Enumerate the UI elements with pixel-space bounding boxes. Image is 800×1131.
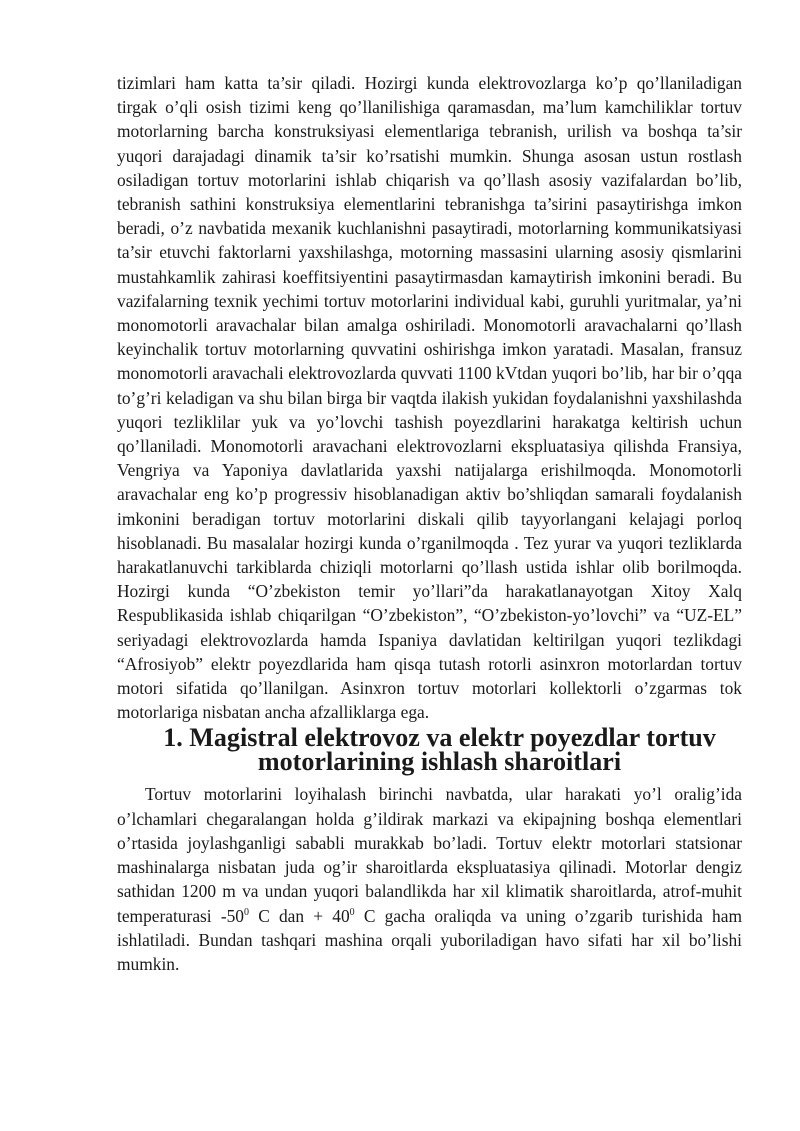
paragraph-text: Tortuv motorlarini loyihalash birinchi navbatda, ular harakati yo’l oralig’ida o’lchamlari chegaralangan holda g’ildirak markazi va ekipajning boshqa elementlari o’rtasida joylashganligi sababli murakkab bo’ladi. Tortuv elektr motorlari statsionar mashinalarga nisbatan juda og’ir sharoitlarda ekspluatasiya qilinadi. Motorlar dengiz sathidan 1200 m va undan yuqori balandlikda har xil klimatik sharoitlarda, atrof-muhit temperaturasi -50 (117, 784, 742, 926)
paragraph-text: C dan + 40 (249, 905, 350, 926)
body-paragraph-section (117, 782, 742, 976)
degree-superscript: 0 (349, 906, 355, 918)
body-paragraph: tizimlari ham katta ta’sir qiladi. Hozirgi kunda elektrovozlarga ko’p qo’llaniladigan tirgak o’qli osish tizimi keng qo’llanilishiga qaramasdan, ma’lum kamchiliklar tortuv motorlarning barcha konstruksiyasi elementlariga tebranish, urilish va boshqa ta’sir yuqori darajadagi dinamik ta’sir ko’rsatishi mumkin. Shunga asosan ustun rostlash osiladigan tortuv motorlarini ishlab chiqarish va qo’llash asosiy vazifalardan bo’lib, tebranish sathini konstruksiya elementlarini tebranishga ta’sirini pasaytirishga imkon beradi, o’z navbatida mexanik kuchlanishni pasaytiradi, motorlarning kommunikatsiyasi ta’sir etuvchi faktorlarni yaxshilashga, motorning massasini ularning asosiy qismlarini mustahkamlik zahirasi koeffitsiyentini pasaytirmasdan kamaytirish imkonini beradi. Bu vazifalarning texnik yechimi tortuv motorlarini individual kabi, guruhli yuritmalar, ya’ni monomotorli aravachalar bilan amalga oshiriladi. Monomotorli aravachalarni qo’llash keyinchalik tortuv motorlarning quvvatini oshirishga imkon yaratadi. Masalan, fransuz monomotorli aravachali elektrovozlarda quvvati 1100 kVtdan yuqori bo’lib, har bir o’qqa to’g’ri keladigan va shu bilan birga bir vaqtda ilakish yukidan foydalanishni yaxshilashda yuqori tezliklilar yuk va yo’lovchi tashish poyezdlarini harakatga keltirish uchun qo’llaniladi. Monomotorli aravachani elektrovozlarni ekspluatasiya qilishda Fransiya, Vengriya va Yaponiya davlatlarida yaxshi natijalarga erishilmoqda. Monomotorli aravachalar eng ko’p progressiv hisoblanadigan aktiv bo’shliqdan samarali foydalanish imkonini beradigan tortuv motorlarini diskali qilib tayyorlangani kelajagi porloq hisoblanadi. Bu masalalar hozirgi kunda o’rganilmoqda . Tez yurar va yuqori tezliklarda harakatlanuvchi tarkiblarda chiziqli motorlarni qo’llash ustida ishlar olib borilmoqda. Hozirgi kunda “O’zbekiston temir yo’llari”da harakatlanayotgan Xitoy Xalq Respublikasida ishlab chiqarilgan “O’zbekiston”, “O’zbekiston-yo’lovchi” va “UZ-EL” seriyadagi elektrovozlarda hamda Ispaniya davlatidan keltirilgan yuqori tezlikdagi “Afrosiyob” elektr poyezdlarida ham qisqa tutash rotorli asinxron motorlardan tortuv motori sifatida qo’llanilgan. Asinxron tortuv motorlari kollektorli o’zgarmas tok motorlariga nisbatan ancha afzalliklarga ega. (117, 73, 742, 723)
document-page (117, 71, 742, 976)
paragraph-text: C gacha oraliqda va uning o’zgarib turishida ham ishlatiladi. Bundan tashqari mashina orqali yuboriladigan havo sifati har xil bo’lishi mumkin. (117, 905, 742, 974)
section-heading: 1. Magistral elektrovoz va elektr poyezdlar tortuv motorlarining ishlash sharoitlari (163, 723, 716, 777)
degree-superscript: 0 (244, 906, 250, 918)
